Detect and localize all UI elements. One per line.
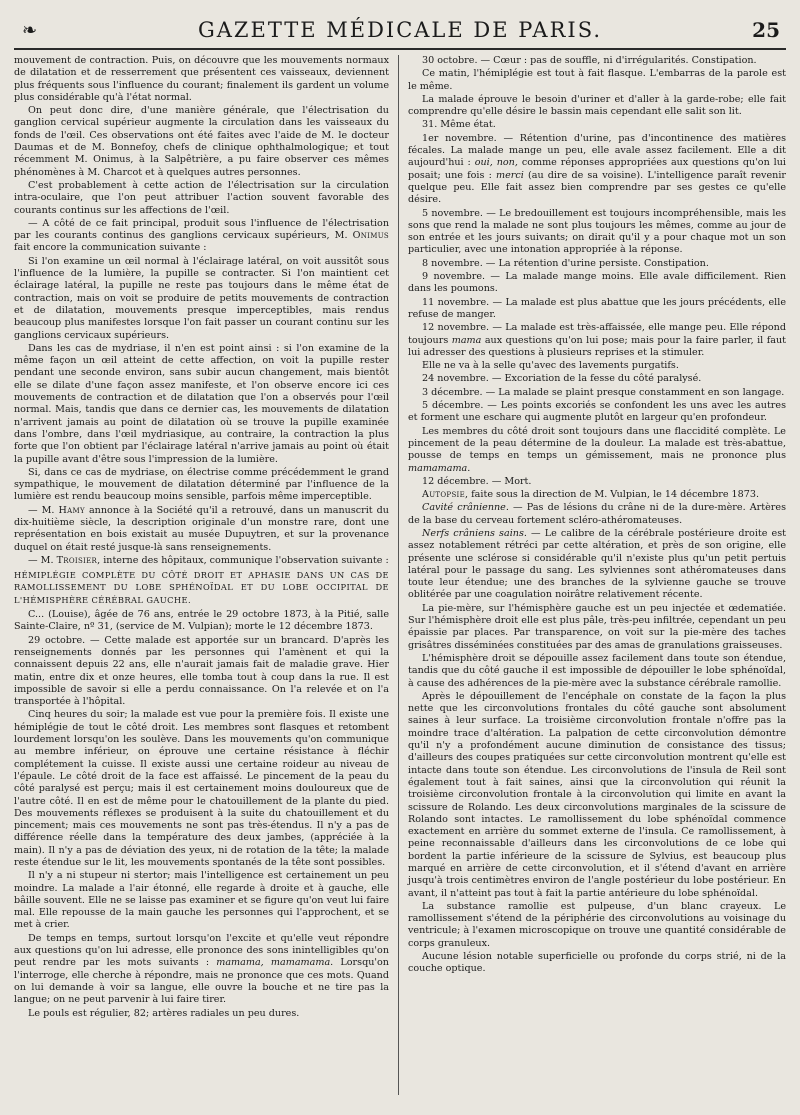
- paragraph: Elle ne va à la selle qu'avec des lavements purgatifs.: [422, 360, 679, 372]
- paragraph: 11 novembre. — La malade est plus abattue que les jours précédents, elle refuse de manger.: [408, 296, 786, 320]
- paragraph: Si, dans ce cas de mydriase, on électrise comme précédemment le grand sympathique, le mouvement de dilatation déterminé par l'influence de la lumière est rendu beaucoup moins sensible, parfois même imperceptible.: [14, 466, 389, 503]
- paragraph: Aucune lésion notable superficielle ou profonde du corps strié, ni de la couche optique.: [408, 951, 786, 975]
- paragraph: Après le dépouillement de l'encéphale on constate de la façon la plus nette que les circonvolutions frontales du côté gauche sont absolument saines à leur surface. La troisième circonvolution frontale n'offre pas la moindre trace d'altération. La palpation de cette circonvolution démontre qu'il n'y a profondément aucune diminution de consistance des tissus; d'ailleurs des coupes pratiquées sur cette circonvolution montrent qu'elle est intacte dans toute son étendue. Les circonvolutions de l'insula de Reil sont également tout à fait saines, ainsi que la circonvolution qui réunit la troisième circonvolution frontale à la circonvolution qui limite en avant la scissure de Rolando. Les deux circonvolutions marginales de la scissure de Rolando sont intactes. Le ramollissement du lobe sphénoïdal commence exactement en arrière du sommet externe de l'insula. Ce ramollissement, à peine reconnaissable d'ailleurs dans les circonvolutions de ce lobe qui bordent la partie inférieure de la scissure de Sylvius, est beaucoup plus marqué en arrière de cette circonvolution, et il s'étend d'avant en arrière jusqu'à trois centimètres environ de l'angle postérieur du lobe postérieur. En avant, il n'atteint pas tout à fait la partie antérieure du lobe sphénoïdal.: [408, 690, 786, 899]
- paragraph: 30 octobre. — Cœur : pas de souffle, ni d'irrégularités. Constipation.: [422, 55, 757, 66]
- paragraph: Si l'on examine un œil normal à l'éclairage latéral, on voit aussitôt sous l'influence de la lumière, la pupille se contracter. Si l'on maintient cet éclairage latéral, la pupille ne reste pas toujours dans le même état de contraction, mais on voit se produire de petits mouvements de contraction et de dilatation, mouvements presque imperceptibles, mais rendus beaucoup plus manifestes lorsque l'on fait passer un courant continu sur les ganglions cervicaux supérieurs.: [14, 255, 389, 341]
- author-name: Hamy: [58, 504, 85, 516]
- paragraph: L'hémisphère droit se dépouille assez facilement dans toute son étendue, tandis que du côté gauche il est impossible de dépouiller le lobe sphénoïdal, à cause des adhérences de la pie-mère avec la substance cérébrale ramollie.: [408, 652, 786, 689]
- paragraph: 29 octobre. — Cette malade est apportée sur un brancard. D'après les renseignements donnés par les personnes qui l'amènent et qui la connaissent depuis 22 ans, elle n'aurait jamais fait de maladie grave. Hier matin, entre dix et onze heures, elle tomba tout à coup dans la rue. Il est impossible de savoir si elle a perdu connaissance. On l'a relevée et on l'a transportée à l'hôpital.: [14, 634, 389, 708]
- paragraph: C'est probablement à cette action de l'électrisation sur la circulation intra-oculaire, que l'on peut attribuer l'action souvent favorable des courants continus sur les affections de l'œil.: [14, 179, 389, 216]
- text-columns: [14, 55, 786, 1095]
- paragraph: Dans les cas de mydriase, il n'en est point ainsi : si l'on examine de la même façon un œil atteint de cette affection, on voit la pupille rester pendant une seconde environ, sans subir aucun changement, mais bientôt elle se dilate d'une façon assez manifeste, et l'on observe encore ici ces mouvements de contraction et de dilatation que l'on a observés pour l'œil normal. Mais, tandis que dans ce dernier cas, les mouvements de dilatation n'arrivent jamais au point de dilatation où se trouve la pupille examinée dans l'ombre, dans l'œil mydriasique, au contraire, la contraction la plus forte que l'on obtient par l'éclairage latéral n'arrive jamais au point où était la pupille avant d'être sous l'impression de la lumière.: [14, 342, 389, 465]
- paragraph: 5 novembre. — Le bredouillement est toujours incompréhensible, mais les sons que rend la malade ne sont plus toujours les mêmes, comme au jour de son entrée et les jours suivants; on dirait qu'il y a pour chaque mot un son particulier, avec une intonation appropriée à la réponse.: [408, 207, 786, 256]
- author-name: Onimus: [352, 230, 389, 242]
- page-header: [14, 12, 786, 50]
- paragraph: 5 décembre. — Les points excoriés se confondent les uns avec les autres et forment une eschare qui augmente plutôt en largeur qu'en profondeur.: [408, 400, 786, 424]
- paragraph: 9 novembre. — La malade mange moins. Elle avale difficilement. Rien dans les poumons.: [408, 271, 786, 295]
- paragraph: De temps en temps, surtout lorsqu'on l'excite et qu'elle veut répondre aux questions qu'on lui adresse, elle prononce des sons inintelligibles qu'on peut rendre par les mots suivants : mamama, mamamama. Lorsqu'on l'interroge, elle cherche à répondre, mais ne prononce que ces mots. Quand on lui demande à voir sa langue, elle ouvre la bouche et ne tire pas la langue; on ne peut parvenir à lui faire tirer.: [14, 932, 389, 1006]
- paragraph: La substance ramollie est pulpeuse, d'un blanc crayeux. Le ramollissement s'étend de la périphérie des circonvolutions au voisinage du ventricule; à l'examen microscopique on trouve une quantité considérable de corps granuleux.: [408, 900, 786, 949]
- paragraph: 12 décembre. — Mort.: [422, 475, 532, 487]
- page-number: 25: [752, 18, 780, 42]
- paragraph: — M. Troisier, interne des hôpitaux, communique l'observation suivante :: [28, 554, 389, 566]
- paragraph: Les membres du côté droit sont toujours dans une flaccidité complète. Le pincement de la peau détermine de la douleur. La malade est très-abattue, pousse de temps en temps un gémissement, mais ne prononce plus mamamama.: [408, 425, 786, 474]
- paragraph: C... (Louise), âgée de 76 ans, entrée le 29 octobre 1873, à la Pitié, salle Sainte-Claire, nº 31, (service de M. Vulpian); morte le 12 décembre 1873.: [14, 609, 389, 633]
- paragraph: Le pouls est régulier, 82; artères radiales un peu dures.: [28, 1007, 300, 1019]
- paragraph: La pie-mère, sur l'hémisphère gauche est un peu injectée et œdematiée. Sur l'hémisphère droit elle est plus pâle, très-peu infiltrée, cependant un peu épaissie par places. Par transparence, on voit sur la pie-mère des taches grisâtres disséminées constituées par des amas de granulations graisseuses.: [408, 602, 786, 651]
- case-title: HÉMIPLÉGIE COMPLÈTE DU CÔTÉ DROIT ET APHASIE DANS UN CAS DE RAMOLLISSEMENT DU LOBE SPHÉNOÏDAL ET DU LOBE OCCIPITAL DE L'HÉMISPHÈRE CÉRÉBRAL GAUCHE.: [14, 570, 389, 605]
- paragraph: La malade éprouve le besoin d'uriner et d'aller à la garde-robe; elle fait comprendre qu'elle désire le bassin mais cependant elle salit son lit.: [408, 93, 786, 118]
- paragraph: Cavité crânienne. — Pas de lésions du crâne ni de la dure-mère. Artères de la base du cerveau fortement scléro-athéromateuses.: [408, 502, 786, 526]
- paragraph: 8 novembre. — La rétention d'urine persiste. Constipation.: [422, 257, 709, 269]
- paragraph: mouvement de contraction. Puis, on découvre que les mouvements normaux de dilatation et de resserrement que présentent ces vaisseaux, deviennent plus fréquents sous l'influence du courant; finalement ils gardent un volume plus considérable qu'à l'état normal.: [14, 55, 389, 103]
- paragraph: Il n'y a ni stupeur ni stertor; mais l'intelligence est certainement un peu moindre. La malade a l'air étonné, elle regarde à droite et à gauche, elle bâille souvent. Elle ne se laisse pas examiner et se figure qu'on veut lui faire mal. Elle repousse de la main gauche les personnes qui l'approchent, et se met à crier.: [14, 870, 389, 931]
- paragraph: 12 novembre. — La malade est très-affaissée, elle mange peu. Elle répond toujours mama aux questions qu'on lui pose; mais pour la faire parler, il faut lui adresser des questions à plusieurs reprises et la stimuler.: [408, 322, 786, 358]
- paragraph: 3 décembre. — La malade se plaint presque constamment en son langage.: [422, 386, 785, 398]
- paragraph: 24 novembre. — Excoriation de la fesse du côté paralysé.: [422, 373, 702, 385]
- ornament-icon: ❧: [22, 20, 38, 41]
- paragraph: 31. Même état.: [422, 119, 496, 131]
- left-column: [14, 55, 399, 1095]
- author-name: Troisier: [56, 554, 98, 566]
- paragraph: 1er novembre. — Rétention d'urine, pas d'incontinence des matières fécales. La malade mange un peu, elle avale assez facilement. Elle a dit aujourd'hui : oui, non, comme réponses appropriées aux questions qu'on lui posait; une fois : merci (au dire de sa voisine). L'intelligence paraît revenir quelque peu. Elle fait assez bien comprendre par ses gestes ce qu'elle désire.: [408, 132, 786, 206]
- paragraph: Ce matin, l'hémiplégie est tout à fait flasque. L'embarras de la parole est le même.: [408, 68, 786, 92]
- journal-title: GAZETTE MÉDICALE DE PARIS.: [197, 18, 603, 42]
- paragraph: On peut donc dire, d'une manière générale, que l'électrisation du ganglion cervical supérieur augmente la circulation dans les vaisseaux du fonds de l'œil. Ces observations ont été faites avec l'aide de M. le docteur Daumas et de M. Bonnefoy, chefs de clinique ophthalmologique; et tout récemment M. Onimus, à la Salpêtrière, a pu faire observer ces mêmes phénomènes à M. Charcot et à quelques autres personnes.: [14, 105, 389, 178]
- paragraph: Cinq heures du soir; la malade est vue pour la première fois. Il existe une hémiplégie de tout le côté droit. Les membres sont flasques et retombent lourdement lorsqu'on les soulève. Dans les mouvements qu'on communique au membre inférieur, on éprouve une certaine résistance à fléchir complétement la cuisse. Il existe aussi une certaine roideur au niveau de l'épaule. Le côté droit de la face est affaissé. Le pincement de la peau du côté paralysé est perçu; mais il est certainement moins douloureux que de l'autre côté. Il en est de même pour le chatouillement de la plante du pied. Des mouvements réflexes se produisent à la suite du chatouillement et du pincement; mais ces mouvements ne sont pas très-étendus. Il n'y a pas de différence réelle dans la température des deux jambes, (appréciée à la main). Il n'y a pas de déviation des yeux, ni de rotation de la tête; la malade reste étendue sur le lit, les mouvements spontanés de la tête sont possibles.: [14, 709, 389, 868]
- right-column: [399, 55, 786, 1095]
- section-label: Nerfs crâniens sains.: [422, 527, 527, 539]
- paragraph: — M. Hamy annonce à la Société qu'il a retrouvé, dans un manuscrit du dix-huitième siècle, la description originale d'un monstre rare, dont une représentation en bois existait au musée Dupuytren, et sur la provenance duquel on était resté jusque-là sans renseignements.: [14, 504, 389, 553]
- paragraph: — A côté de ce fait principal, produit sous l'influence de l'électrisation par les courants continus des ganglions cervicaux supérieurs, M. Onimus fait encore la communication suivante :: [14, 217, 389, 254]
- paragraph: Autopsie, faite sous la direction de M. Vulpian, le 14 décembre 1873.: [422, 489, 760, 501]
- section-label: Autopsie: [422, 489, 466, 501]
- paragraph: Nerfs crâniens sains. — Le calibre de la cérébrale postérieure droite est assez notablement rétréci par cette altération, et près de son origine, elle présente une sclérose si considérable qu'il n'existe plus qu'un petit pertuis latéral pour le passage du sang. Les sylviennes sont athéromateuses dans toute leur étendue; une des branches de la sylvienne gauche se trouve oblitérée par une coagulation noirâtre relativement récente.: [408, 527, 786, 601]
- section-label: Cavité crânienne.: [422, 502, 509, 514]
